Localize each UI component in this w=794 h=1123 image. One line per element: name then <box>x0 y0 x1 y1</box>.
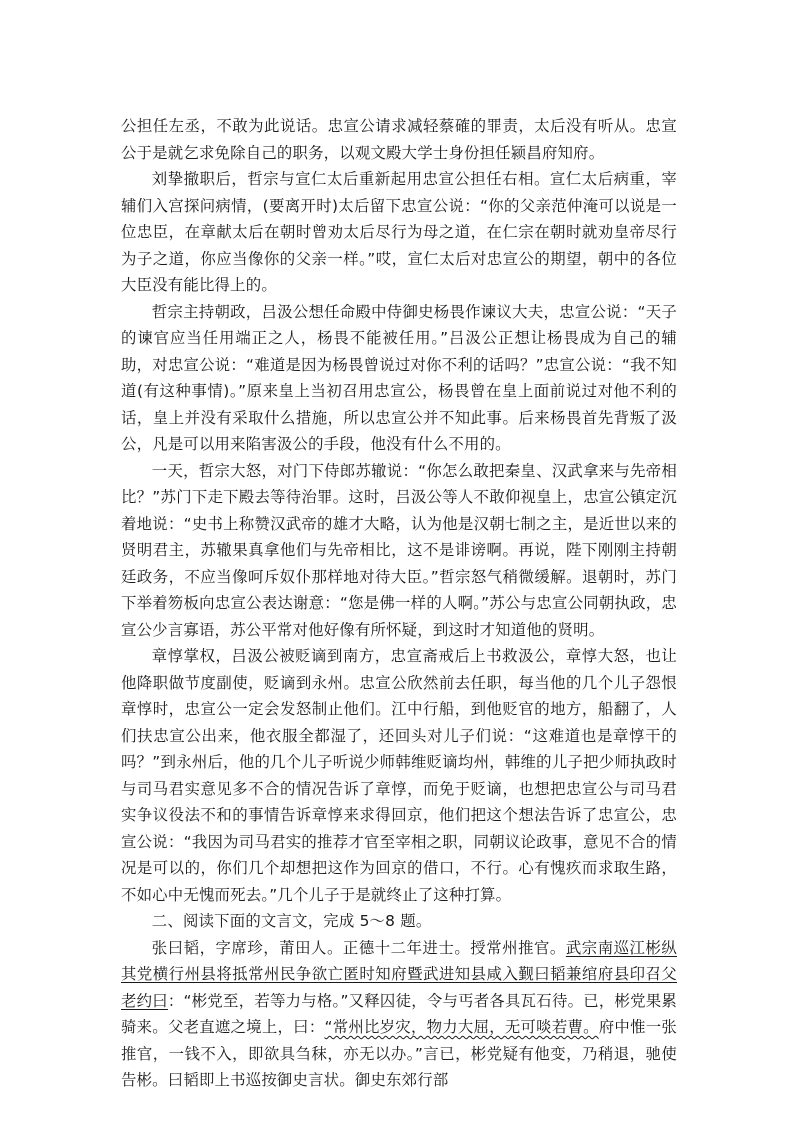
passage-text-2: ：“彬党至，若等力与格。”又释囚徒，令与丐者各具瓦石待。已，彬党果累骑来。父老直遮之境上，曰： <box>121 991 677 1036</box>
classical-passage <box>121 935 677 1094</box>
passage-text-3: 府中惟一张推官，一钱不入，即欲具刍秣，亦无以办。”言已，彬党疑有他变，乃稍退，驰使告彬。曰韬即上书巡按御史言状。御史东郊行部 <box>121 1018 677 1089</box>
underlined-sentence-punctuation: 武宗南巡江彬纵其党横行州县将抵常州民争欲亡匿时知府暨武进知县咸入觐曰韬兼绾府县印召父老约曰 <box>121 938 678 1010</box>
paragraph-5: 章惇掌权，吕汲公被贬谪到南方，忠宣斋戒后上书救汲公，章惇大怒，也让他降职做节度副使，贬谪到永州。忠宣公欣然前去任职，每当他的几个儿子怨恨章惇时，忠宣公一定会发怒制止他们。江中行船，到他贬官的地方，船翻了，人们扶忠宣公出来，他衣服全都湿了，还回头对儿子们说：“这难道也是章惇干的吗？”到永州后，他的几个儿子听说少师韩维贬谪均州，韩维的儿子把少师执政时与司马君实意见多不合的情况告诉了章惇，而免于贬谪，也想把忠宣公与司马君实争议役法不和的事情告诉章惇来求得回京，他们把这个想法告诉了忠宣公，忠宣公说：“我因为司马君实的推荐才官至宰相之职，同朝议论政事，意见不合的情况是可以的，你们几个却想把这作为回京的借口，不行。心有愧疚而求取生路，不如心中无愧而死去。”几个儿子于是就终止了这种打算。 <box>121 647 677 904</box>
passage-text-1: 张曰韬，字席珍，莆田人。正德十二年进士。授常州推官。 <box>151 938 566 957</box>
paragraph-1: 公担任左丞，不敢为此说话。忠宣公请求减轻蔡確的罪责，太后没有听从。忠宣公于是就乞求免除自己的职务，以观文殿大学士身份担任颍昌府知府。 <box>121 117 677 162</box>
underlined-sentence-translation: “常州比岁灾，物力大屈，无可啖若曹。 <box>324 1018 599 1036</box>
section-heading: 二、阅读下面的文言文，完成 5～8 题。 <box>151 912 432 930</box>
paragraph-3: 哲宗主持朝政，吕汲公想任命殿中侍御史杨畏作谏议大夫，忠宣公说：“天子的谏官应当任用端正之人，杨畏不能被任用。”吕汲公正想让杨畏成为自己的辅助，对忠宣公说：“难道是因为杨畏曾说过对你不利的话吗？”忠宣公说：“我不知道(有这种事情)。”原来皇上当初召用忠宣公，杨畏曾在皇上面前说过对他不利的话，皇上并没有采取什么措施，所以忠宣公并不知此事。后来杨畏首先背叛了汲公，凡是可以用来陷害汲公的手段，他没有什么不用的。 <box>121 302 677 453</box>
paragraph-2: 刘挚撤职后，哲宗与宣仁太后重新起用忠宣公担任右相。宣仁太后病重，宰辅们入宫探问病情，(要离开时)太后留下忠宣公说：“你的父亲范仲淹可以说是一位忠臣，在章献太后在朝时曾劝太后尽行为母之道，在仁宗在朝时就劝皇帝尽行为子之道，你应当像你的父亲一样。”哎，宣仁太后对忠宣公的期望，朝中的各位大臣没有能比得上的。 <box>121 170 677 294</box>
document-page <box>121 113 677 1094</box>
paragraph-4: 一天，哲宗大怒，对门下侍郎苏辙说：“你怎么敢把秦皇、汉武拿来与先帝相比？”苏门下走下殿去等待治罪。这时，吕汲公等人不敢仰视皇上，忠宣公镇定沉着地说：“史书上称赞汉武帝的雄才大略，认为他是汉朝七制之主，是近世以来的贤明君主，苏辙果真拿他们与先帝相比，这不是诽谤啊。再说，陛下刚刚主持朝廷政务，不应当像呵斥奴仆那样地对待大臣。”哲宗怒气稍微缓解。退朝时，苏门下举着笏板向忠宣公表达谢意：“您是佛一样的人啊。”苏公与忠宣公同朝执政，忠宣公少言寡语，苏公平常对他好像有所怀疑，到这时才知道他的贤明。 <box>121 461 677 639</box>
